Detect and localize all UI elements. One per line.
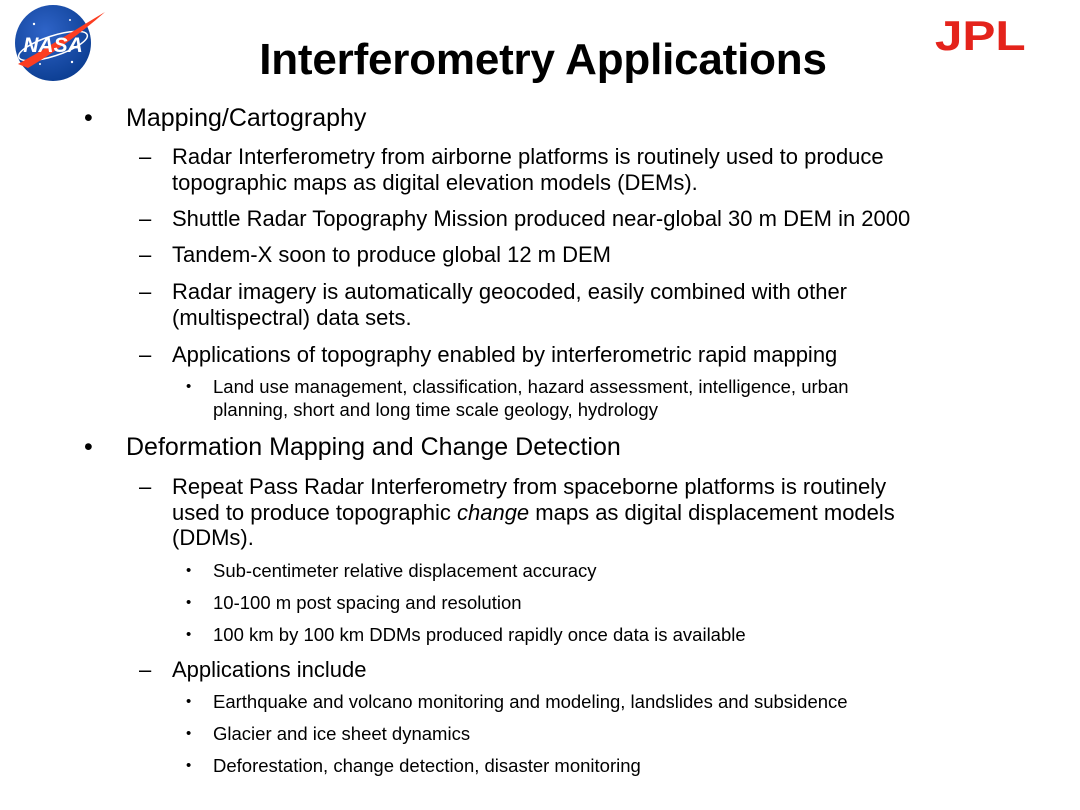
text-segment: used to produce topographic [172, 499, 457, 525]
text-segment: maps as digital displacement models [529, 499, 895, 525]
list-item-text [172, 242, 611, 268]
bullet-marker: • [186, 757, 192, 774]
text-line: Land use management, classification, hazard assessment, intelligence, urban [213, 376, 849, 397]
text-line: topographic maps as digital elevation models (DEMs). [172, 169, 698, 195]
bullet-marker: • [84, 433, 93, 461]
jpl-logo-text: JPL [934, 14, 1026, 56]
nasa-logo-text: NASA [23, 34, 83, 57]
page-title: Interferometry Applications [259, 35, 827, 84]
dash-marker: – [139, 242, 152, 267]
sub-list-item-text: 100 km by 100 km DDMs produced rapidly once data is available [213, 624, 746, 645]
list-item-text [172, 144, 884, 195]
dash-marker: – [139, 657, 152, 682]
section-heading-text: Deformation Mapping and Change Detection [126, 433, 621, 461]
bullet-marker: • [186, 626, 192, 643]
dash-marker: – [139, 279, 152, 304]
bullet-marker: • [186, 378, 192, 395]
text-line: (DDMs). [172, 525, 254, 550]
text-line: Tandem-X soon to produce global 12 m DEM [172, 242, 612, 267]
text-line: Applications of topography enabled by interferometric rapid mapping [172, 342, 838, 367]
list-item-text [172, 206, 910, 232]
list-item-text [172, 474, 895, 551]
text-line: planning, short and long time scale geology, hydrology [213, 399, 658, 420]
dash-marker: – [139, 342, 152, 367]
list-item-text [172, 657, 366, 683]
emphasis-text: change [456, 499, 530, 525]
bullet-marker: • [186, 693, 192, 710]
sub-list-item-text: 10-100 m post spacing and resolution [213, 592, 522, 613]
dash-marker: – [139, 474, 152, 499]
sub-list-item-text: Sub-centimeter relative displacement accuracy [213, 560, 597, 581]
text-line: (multispectral) data sets. [172, 304, 412, 330]
text-line: Applications include [172, 657, 367, 682]
section-heading-text: Mapping/Cartography [126, 104, 367, 132]
text-line: Shuttle Radar Topography Mission produced near-global 30 m DEM in 2000 [172, 206, 911, 231]
list-item-text [172, 342, 837, 368]
sub-list-item-text [213, 375, 849, 421]
text-line [172, 500, 895, 526]
dash-marker: – [139, 144, 152, 169]
bullet-marker: • [186, 725, 192, 742]
bullet-marker: • [84, 104, 93, 132]
sub-list-item-text: Earthquake and volcano monitoring and modeling, landslides and subsidence [213, 691, 848, 712]
text-line: Radar Interferometry from airborne platforms is routinely used to produce [172, 144, 884, 169]
text-line: Radar imagery is automatically geocoded, easily combined with other [172, 279, 848, 304]
sub-list-item-text: Deforestation, change detection, disaster monitoring [213, 755, 641, 776]
text-line: Repeat Pass Radar Interferometry from spaceborne platforms is routinely [172, 474, 887, 499]
bullet-marker: • [186, 562, 192, 579]
dash-marker: – [139, 206, 152, 231]
sub-list-item-text: Glacier and ice sheet dynamics [213, 723, 471, 744]
list-item-text [172, 279, 847, 330]
bullet-marker: • [186, 594, 192, 611]
